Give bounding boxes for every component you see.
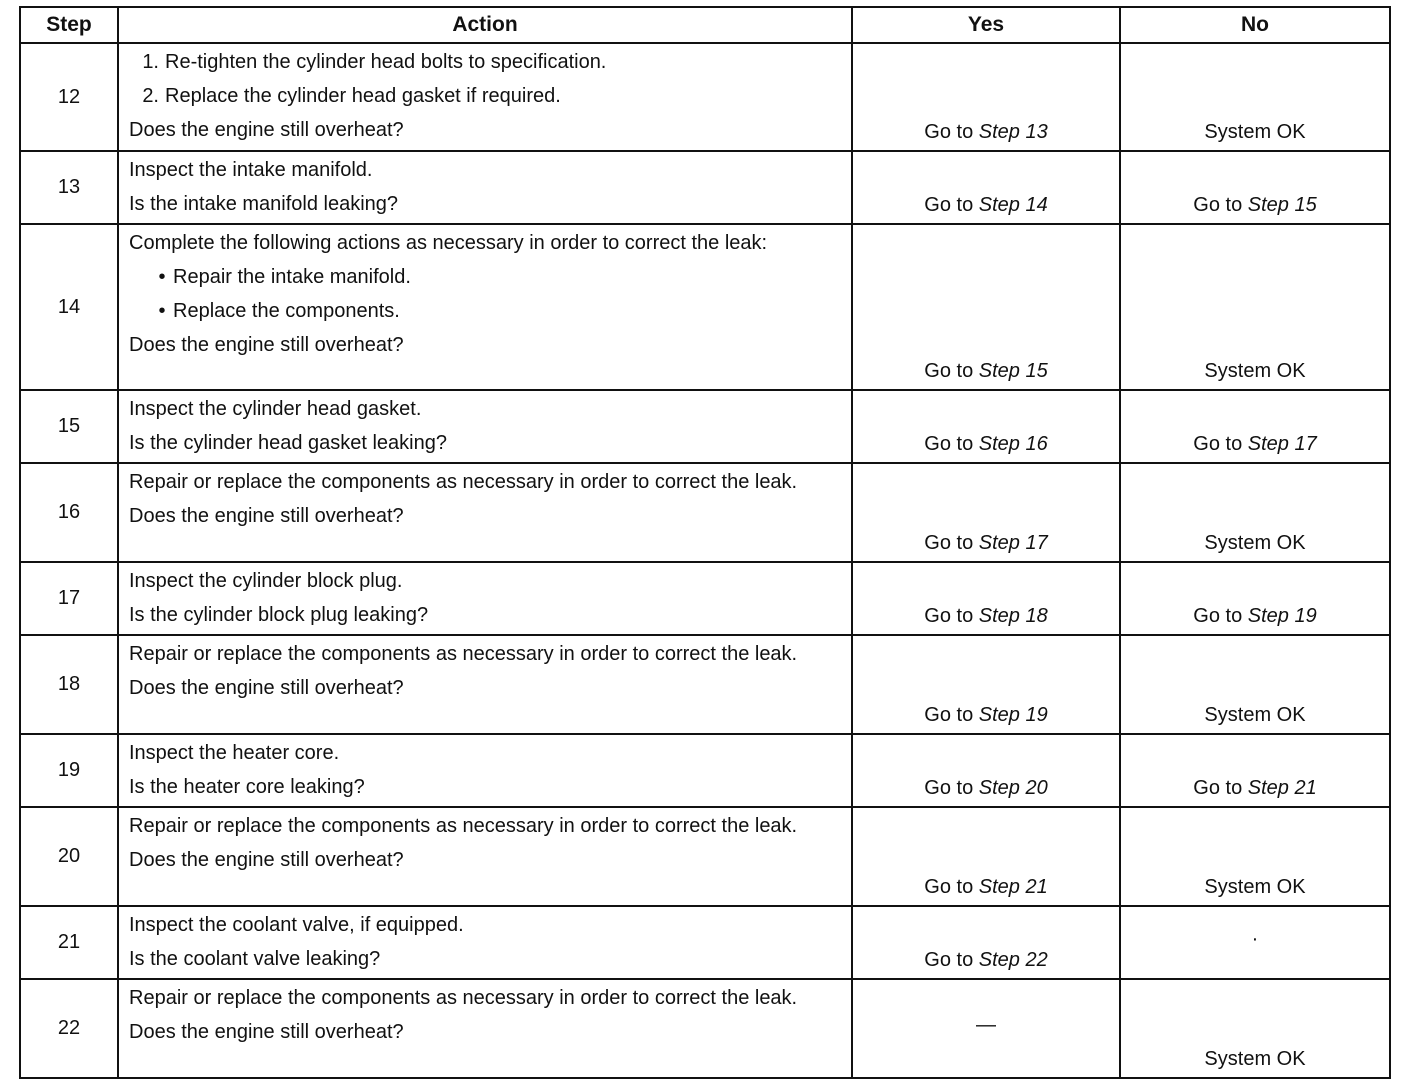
table-row <box>20 390 1390 463</box>
action-line: Inspect the cylinder head gasket. <box>129 398 422 420</box>
action-question: Is the intake manifold leaking? <box>129 193 399 215</box>
no-cell: System OK <box>1120 807 1390 906</box>
action-bullet: • Repair the intake manifold. <box>129 265 841 289</box>
action-question: Does the engine still overheat? <box>129 334 404 356</box>
step-link[interactable]: Step 17 <box>978 532 1048 554</box>
step-number: 17 <box>20 562 118 635</box>
action-cell <box>118 979 852 1078</box>
table-header-row <box>20 7 1390 43</box>
action-cell <box>118 734 852 807</box>
table-row <box>20 979 1390 1078</box>
diagnostic-steps-table <box>19 6 1391 1079</box>
step-number: 19 <box>20 734 118 807</box>
yes-cell: Go to Step 21 <box>852 807 1120 906</box>
yes-cell: Go to Step 16 <box>852 390 1120 463</box>
step-number: 14 <box>20 224 118 390</box>
no-cell: System OK <box>1120 43 1390 151</box>
step-number: 18 <box>20 635 118 734</box>
table-row <box>20 43 1390 151</box>
action-question: Is the coolant valve leaking? <box>129 948 381 970</box>
no-cell: System OK <box>1120 463 1390 562</box>
action-line: Repair or replace the components as necessary in order to correct the leak. <box>129 987 798 1009</box>
step-link[interactable]: Step 15 <box>978 360 1048 382</box>
action-cell <box>118 635 852 734</box>
step-link[interactable]: Step 21 <box>978 876 1048 898</box>
step-link[interactable]: Step 19 <box>978 704 1048 726</box>
header-step: Step <box>20 7 118 43</box>
action-line: Inspect the cylinder block plug. <box>129 570 403 592</box>
action-line: Complete the following actions as necessary in order to correct the leak: <box>129 232 768 254</box>
action-line: Inspect the heater core. <box>129 742 340 764</box>
step-link[interactable]: Step 15 <box>1247 194 1317 216</box>
step-number: 12 <box>20 43 118 151</box>
no-cell: Go to Step 21 <box>1120 734 1390 807</box>
step-number: 13 <box>20 151 118 224</box>
step-link[interactable]: Step 21 <box>1247 777 1317 799</box>
action-question: Does the engine still overheat? <box>129 119 404 141</box>
action-line: Repair or replace the components as necessary in order to correct the leak. <box>129 815 798 837</box>
yes-cell: Go to Step 18 <box>852 562 1120 635</box>
action-line: Inspect the coolant valve, if equipped. <box>129 914 464 936</box>
table-row <box>20 224 1390 390</box>
yes-cell: Go to Step 15 <box>852 224 1120 390</box>
action-question: Does the engine still overheat? <box>129 1021 404 1043</box>
yes-cell: — <box>852 979 1120 1078</box>
table-row <box>20 906 1390 979</box>
yes-cell: Go to Step 17 <box>852 463 1120 562</box>
action-cell <box>118 151 852 224</box>
header-no: No <box>1120 7 1390 43</box>
yes-cell: Go to Step 19 <box>852 635 1120 734</box>
action-line: Repair or replace the components as necessary in order to correct the leak. <box>129 643 798 665</box>
action-question: Is the cylinder head gasket leaking? <box>129 432 447 454</box>
action-line: 1. Re-tighten the cylinder head bolts to specification. <box>142 51 607 73</box>
table-row <box>20 635 1390 734</box>
action-question: Does the engine still overheat? <box>129 849 404 871</box>
step-link[interactable]: Step 22 <box>978 949 1048 971</box>
no-cell: Go to Step 19 <box>1120 562 1390 635</box>
no-cell: System OK <box>1120 635 1390 734</box>
table-row <box>20 562 1390 635</box>
step-link[interactable]: Step 19 <box>1247 605 1317 627</box>
yes-cell: Go to Step 14 <box>852 151 1120 224</box>
no-cell: System OK <box>1120 979 1390 1078</box>
action-cell <box>118 906 852 979</box>
step-number: 16 <box>20 463 118 562</box>
table-row <box>20 463 1390 562</box>
action-bullet: • Replace the components. <box>129 299 841 323</box>
step-number: 22 <box>20 979 118 1078</box>
step-link[interactable]: Step 16 <box>978 433 1048 455</box>
action-cell <box>118 390 852 463</box>
table-row <box>20 151 1390 224</box>
action-line: Repair or replace the components as necessary in order to correct the leak. <box>129 471 798 493</box>
table-row <box>20 734 1390 807</box>
step-link[interactable]: Step 20 <box>978 777 1048 799</box>
action-cell <box>118 463 852 562</box>
no-cell: System OK <box>1120 224 1390 390</box>
action-line: Inspect the intake manifold. <box>129 159 373 181</box>
header-yes: Yes <box>852 7 1120 43</box>
step-link[interactable]: Step 13 <box>978 121 1048 143</box>
yes-cell: Go to Step 13 <box>852 43 1120 151</box>
step-number: 20 <box>20 807 118 906</box>
step-number: 15 <box>20 390 118 463</box>
action-question: Does the engine still overheat? <box>129 677 404 699</box>
no-cell: · <box>1120 906 1390 979</box>
step-link[interactable]: Step 14 <box>978 194 1048 216</box>
action-cell <box>118 43 852 151</box>
table-row <box>20 807 1390 906</box>
action-question: Does the engine still overheat? <box>129 505 404 527</box>
action-cell <box>118 562 852 635</box>
action-line: 2. Replace the cylinder head gasket if required. <box>142 85 561 107</box>
step-link[interactable]: Step 18 <box>978 605 1048 627</box>
action-cell <box>118 224 852 390</box>
action-question: Is the cylinder block plug leaking? <box>129 604 429 626</box>
action-cell <box>118 807 852 906</box>
yes-cell: Go to Step 20 <box>852 734 1120 807</box>
header-action: Action <box>118 7 852 43</box>
step-number: 21 <box>20 906 118 979</box>
action-question: Is the heater core leaking? <box>129 776 365 798</box>
no-cell: Go to Step 17 <box>1120 390 1390 463</box>
no-cell: Go to Step 15 <box>1120 151 1390 224</box>
yes-cell: Go to Step 22 <box>852 906 1120 979</box>
step-link[interactable]: Step 17 <box>1247 433 1317 455</box>
